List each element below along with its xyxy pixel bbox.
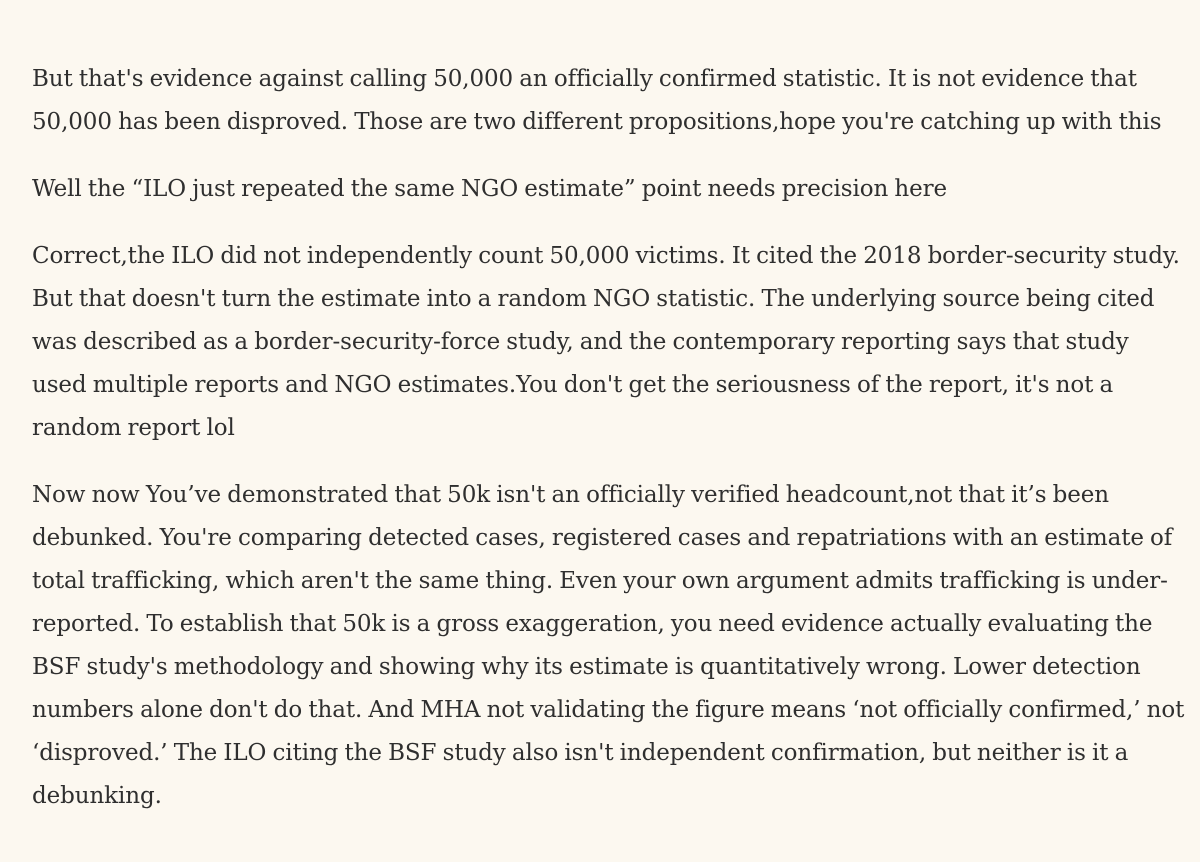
paragraph-2: Well the “ILO just repeated the same NGO estimate” point needs precision here — [32, 176, 948, 202]
paragraph-3: Correct,the ILO did not independently count 50,000 victims. It cited the 2018 border-security study. But that doesn't turn the estimate into a random NGO statistic. The underlying source being cited was described as a border-security-force study, and the contemporary reporting says that study used multiple reports and NGO estimates.You don't get the seriousness of the report, it's not a random report lol — [32, 243, 1180, 441]
paragraph-4: Now now You’ve demonstrated that 50k isn't an officially verified headcount,not that it’s been debunked. You're comparing detected cases, registered cases and repatriations with an estimate of total trafficking, which aren't the same thing. Even your own argument admits trafficking is under-reported. To establish that 50k is a gross exaggeration, you need evidence actually evaluating the BSF study's methodology and showing why its estimate is quantitatively wrong. Lower detection numbers alone don't do that. And MHA not validating the figure means ‘not officially confirmed,’ not ‘disproved.’ The ILO citing the BSF study also isn't independent confirmation, but neither is it a debunking. — [32, 482, 1185, 809]
paragraph-1: But that's evidence against calling 50,000 an officially confirmed statistic. It is not evidence that 50,000 has been disproved. Those are two different propositions,hope you're catching up with this — [32, 66, 1162, 135]
